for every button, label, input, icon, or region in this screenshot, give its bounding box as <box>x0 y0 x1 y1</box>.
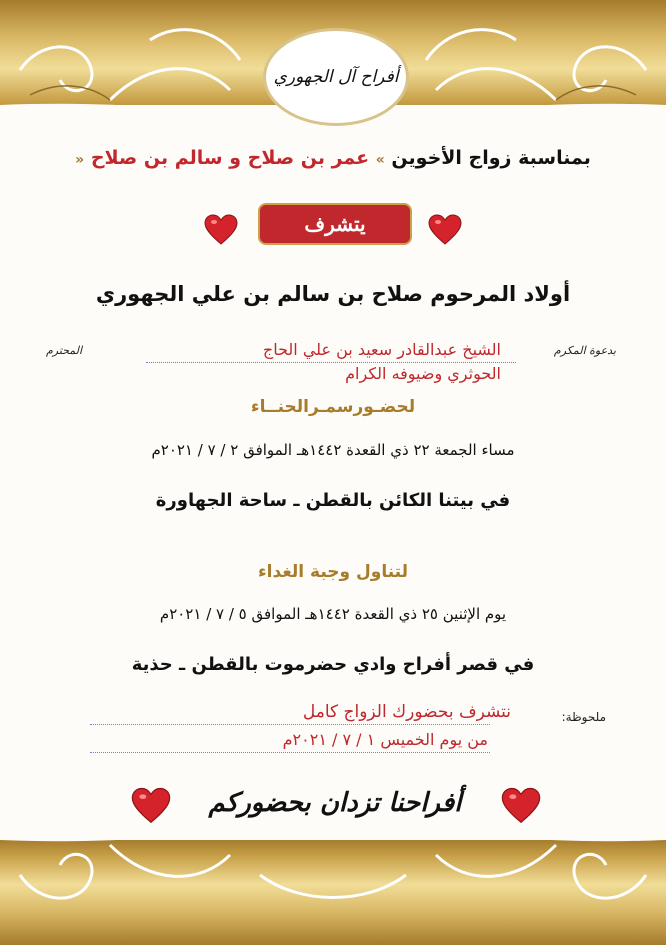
event2-place: في قصر أفراح وادي حضرموت بالقطن ـ حذية <box>131 654 535 675</box>
attend-purpose <box>0 397 666 417</box>
banner-text: يتشرف <box>304 212 366 236</box>
event2-title-line <box>0 562 666 582</box>
closing-calligraphy: أفراحنا تزدان بحضوركم <box>208 788 462 818</box>
honorific-label: المحترم <box>46 344 83 357</box>
event1-place: في بيتنا الكائن بالقطن ـ ساحة الجهاورة <box>155 490 511 511</box>
ornament-open: » <box>375 152 385 168</box>
occasion-line <box>0 147 666 169</box>
note-line1: نتشرف بحضورك الزواج كامل <box>302 702 511 722</box>
invitation-label: بدعوة المكرم <box>553 344 616 357</box>
heart-icon <box>203 214 239 246</box>
note-line2: من يوم الخميس ١ / ٧ / ٢٠٢١م <box>282 730 488 749</box>
event2-date: يوم الإثنين ٢٥ ذي القعدة ١٤٤٢هـ الموافق ٥ / ٧ / ٢٠٢١م <box>159 605 507 623</box>
guest-name-line2: الحوثري وضيوفه الكرام <box>345 364 501 383</box>
occasion-prefix: بمناسبة زواج الأخوين <box>391 147 591 169</box>
note-dotline-2 <box>90 752 490 753</box>
family-logo-medallion <box>263 28 409 126</box>
event2-title: لتناول وجبة الغداء <box>257 562 408 582</box>
note-label: ملحوظة: <box>561 710 606 724</box>
bottom-ornament <box>0 815 666 945</box>
heart-icon <box>427 214 463 246</box>
honored-banner <box>258 203 412 245</box>
event1-date: مساء الجمعة ٢٢ ذي القعدة ١٤٤٢هـ الموافق ٢ / ٧ / ٢٠٢١م <box>151 441 515 459</box>
purpose-text: لحضـورسمـرالحنــاء <box>250 397 416 417</box>
note-dotline-1 <box>90 724 490 725</box>
heart-icon <box>130 787 172 825</box>
family-logo: أفراح آل الجهوري <box>273 67 399 87</box>
ornament-close: « <box>75 152 85 168</box>
heart-icon <box>500 787 542 825</box>
grooms-names: عمر بن صلاح و سالم بن صلاح <box>90 147 370 169</box>
guest-name-line1: الشيخ عبدالقادر سعيد بن علي الحاج <box>262 340 501 359</box>
fill-line <box>146 362 516 363</box>
hosts-line: أولاد المرحوم صلاح بن سالم بن علي الجهوري <box>95 282 571 306</box>
